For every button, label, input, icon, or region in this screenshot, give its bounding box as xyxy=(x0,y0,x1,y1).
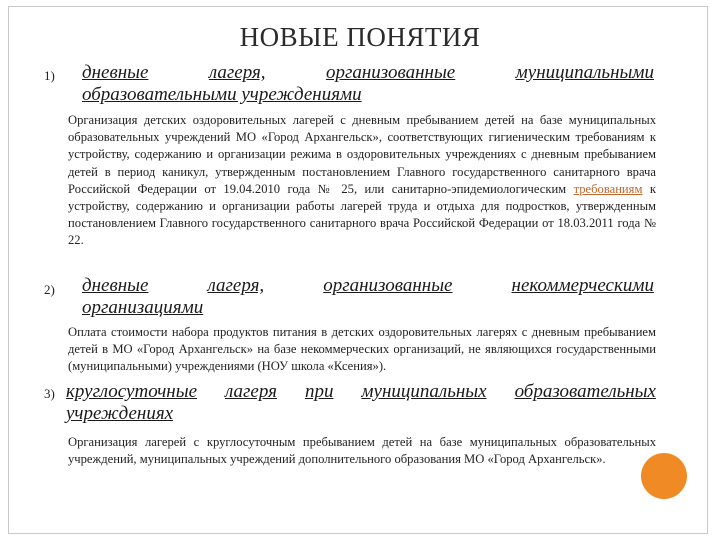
item-3-body: Организация лагерей с круглосуточным пребыванием детей на базе муниципальных образовательных учреждений, муниципальных учреждений дополнительного образования МО «Город Архангельск». xyxy=(68,435,656,467)
item-2-heading-word: лагеря, xyxy=(207,275,265,296)
item-1-heading-word: муниципальными xyxy=(515,62,654,83)
item-3-heading-word: образовательных xyxy=(514,381,656,402)
item-1-body-text-cont: к устройству, содержанию и организации работы лагерей труда и отдыха для подростков, утвержденным постановлением Главного государственного санитарного врача Российской Федерации от 18.03.2011 года № 22. xyxy=(68,181,656,248)
item-1-body-text: Организация детских оздоровительных лагерей с дневным пребыванием детей на базе муниципальных образовательных учреждений МО «Город Архангельск», соответствующих гигиеническим требованиям к устройству, содержанию и организации режима в оздоровительных учреждениях с дневным пребыванием детей в период каникул, утвержденным постановлением Главного государственного санитарного врача Российской Федерации от 19.04.2010 года № 25, или санитарно-эпидемиологическим xyxy=(68,113,656,196)
decorative-circle xyxy=(641,453,687,499)
item-3-number: 3) xyxy=(44,386,55,401)
requirements-link[interactable]: требованиям xyxy=(573,181,643,196)
item-2-heading-word: организованные xyxy=(323,275,453,296)
item-1-heading-word: лагеря, xyxy=(208,62,266,83)
item-1-heading xyxy=(82,62,654,106)
item-3-heading-word: круглосуточные xyxy=(66,381,198,402)
item-3-heading-word: муниципальных xyxy=(361,381,487,402)
item-1-heading-word: дневные xyxy=(82,62,149,83)
item-1-heading-line2: образовательными учреждениями xyxy=(82,84,362,105)
item-2-heading-word: дневные xyxy=(82,275,149,296)
item-3-heading xyxy=(66,381,656,425)
item-2-heading xyxy=(82,275,654,319)
item-3-heading-line2: учреждениях xyxy=(66,403,174,424)
item-2-heading-word: некоммерческими xyxy=(511,275,654,296)
item-1-number: 1) xyxy=(44,68,55,83)
item-1-body xyxy=(68,112,656,250)
item-1-heading-word: организованные xyxy=(325,62,456,83)
item-3-heading-word: лагеря xyxy=(225,381,277,402)
item-2-number: 2) xyxy=(44,282,55,297)
item-2-body: Оплата стоимости набора продуктов питания в детских оздоровительных лагерях с дневным пребыванием детей в МО «Город Архангельск» на базе некоммерческих организаций, не являющихся государственными (муниципальными) учреждениями (НОУ школа «Ксения»). xyxy=(68,325,656,374)
item-2-heading-line2: организациями xyxy=(82,297,204,318)
slide-title: НОВЫЕ ПОНЯТИЯ xyxy=(239,22,481,52)
item-3-heading-word: при xyxy=(304,381,334,402)
